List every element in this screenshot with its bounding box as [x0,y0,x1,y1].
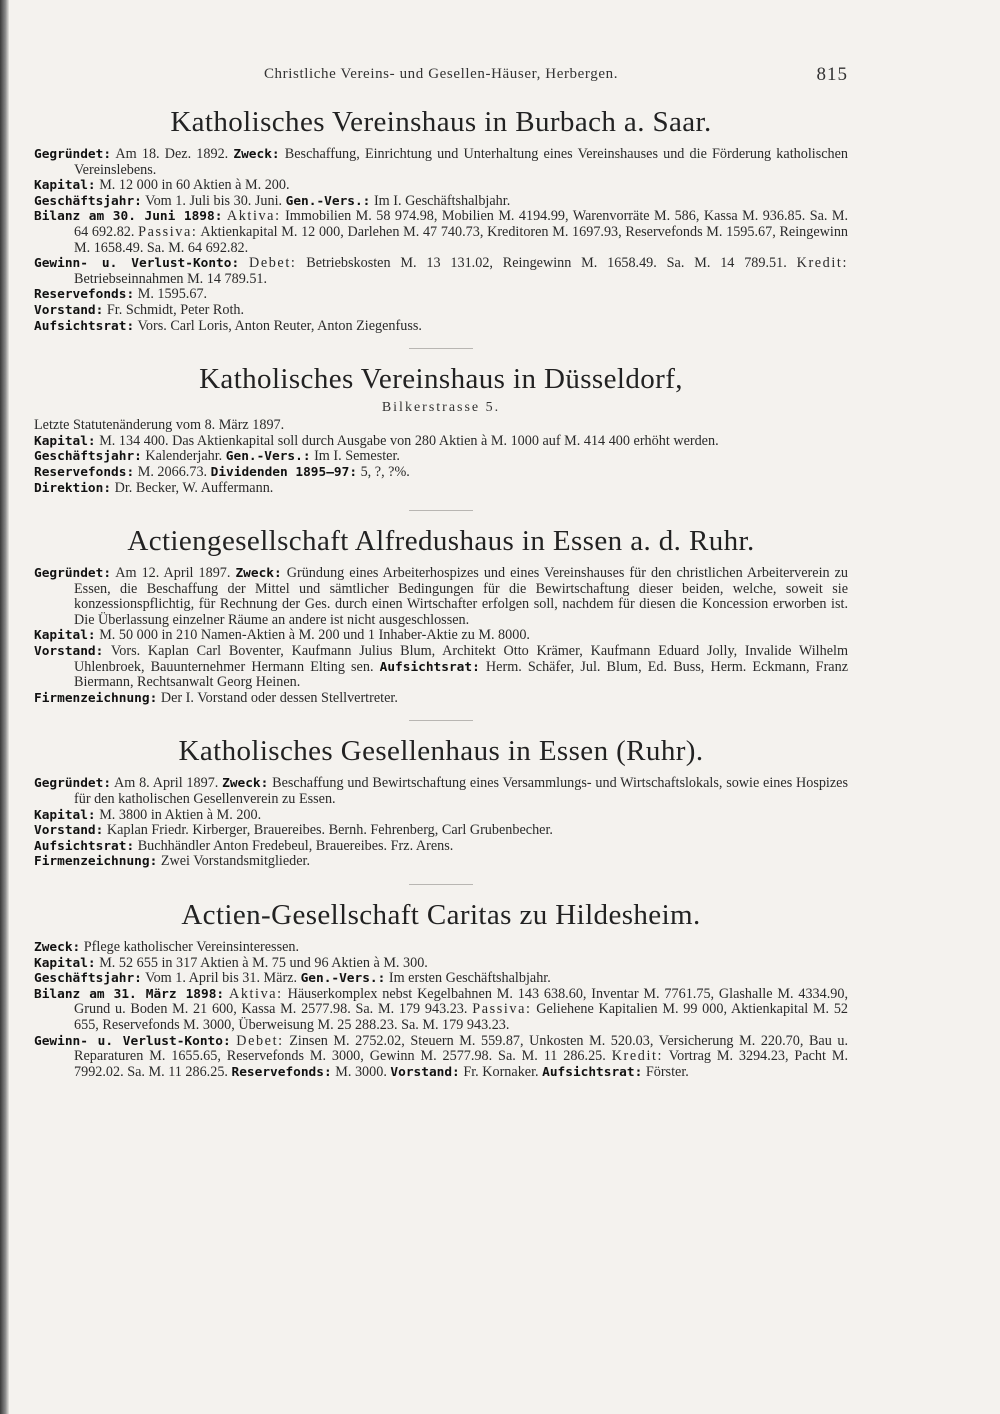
field-value: Fr. Schmidt, Peter Roth. [106,301,245,318]
entry-paragraph [34,971,848,987]
field-value: M. 50 000 in 210 Namen-Aktien à M. 200 und 1 Inhaber-Aktie zu M. 8000. [99,627,530,644]
field-value: Fr. Kornaker. [463,1063,539,1080]
field-label: Gen.-Vers.: [300,971,386,987]
entry-paragraph [34,434,848,450]
company-section [34,106,848,334]
running-head [34,62,848,92]
field-label: Geschäftsjahr: [34,449,142,465]
field-value: Betriebseinnahmen M. 14 789.51. [74,270,268,287]
field-label: Kapital: [34,628,96,644]
entry-paragraph [34,987,848,1034]
field-value: Buchhändler Anton Fredebeul, Brauereibes. Frz. Arens. [137,837,454,854]
field-label: Zweck: [233,147,280,162]
field-label: Dividenden 1895—97: [210,464,358,480]
entry-paragraph [34,209,848,256]
subfield-label: Aktiva: [226,208,281,225]
field-value: 5, ?, ?%. [360,463,410,480]
field-label: Firmenzeichnung: [34,690,158,706]
subfield-label: Debet: [249,255,297,272]
field-value: Im I. Semester. [314,448,400,465]
field-value: M. 134 400. Das Aktienkapital soll durch Ausgabe von 280 Aktien à M. 1000 auf M. 414 400 erhöht werden. [99,432,719,449]
field-value: Vom 1. Juli bis 30. Juni. [145,192,283,209]
field-value: Am 18. Dez. 1892. [115,146,229,162]
field-value: Am 8. April 1897. [114,775,219,792]
field-label: Gegründet: [34,566,112,582]
company-section [34,525,848,706]
entry-paragraph [34,147,848,178]
field-value: Geliehene Kapitalien M. 99 000, Aktienkapital M. 52 655, Reservefonds M. 3000, Überweisung M. 25 288.23. Sa. M. 179 943.23. [74,1001,849,1033]
scan-edge-shadow [0,0,9,1414]
field-value: M. 3800 in Aktien à M. 200. [99,806,262,823]
field-label: Gegründet: [34,776,112,792]
field-value: Vors. Carl Loris, Anton Reuter, Anton Ziegenfuss. [137,317,422,334]
document-page [34,62,848,1088]
entry-paragraph [34,691,848,707]
field-label: Gewinn- u. Verlust-Konto: [34,1033,231,1049]
field-label: Direktion: [34,480,112,496]
field-value: Vom 1. April bis 31. März. [145,970,298,987]
section-title: Katholisches Vereinshaus in Burbach a. Saar. [170,106,712,138]
field-label: Reservefonds: [34,464,135,480]
section-separator [409,348,473,349]
field-value: Kalenderjahr. [145,448,223,465]
field-value: Vors. Kaplan Carl Boventer, Kaufmann Julius Blum, Architekt Otto Krämer, Kaufmann Eduard Jolly, Invalide Wilhelm Uhlenbroek, Bauunternehmer Hermann Elting sen. [74,643,848,675]
field-label: Geschäftsjahr: [34,193,142,209]
field-label: Firmenzeichnung: [34,854,158,870]
section-title: Katholisches Gesellenhaus in Essen (Ruhr). [178,735,704,768]
field-value: M. 12 000 in 60 Aktien à M. 200. [99,177,290,194]
section-title: Actien-Gesellschaft Caritas zu Hildesheim. [181,899,701,931]
field-label: Gen.-Vers.: [225,449,311,465]
field-label: Gen.-Vers.: [285,193,371,209]
field-value: Förster. [645,1063,689,1080]
field-value: Zinsen M. 2752.02, Steuern M. 559.87, Unkosten M. 520.03, Versicherung M. 220.70, Bau u. Reparaturen M. 1655.65, Reservefonds M. 3000, Gewinn M. 2577.98. Sa. M. 11 286.25. [74,1032,849,1065]
field-value: Vortrag M. 3294.23, Pacht M. 7992.02. Sa. M. 11 286.25. [74,1048,848,1080]
subfield-label: Aktiva: [228,985,283,1002]
company-section [34,899,848,1080]
field-label: Vorstand: [34,823,104,839]
field-label: Aufsichtsrat: [379,659,480,675]
subfield-label: Kredit: [796,255,848,272]
field-label: Reservefonds: [231,1064,332,1080]
field-value: Der I. Vorstand oder dessen Stellvertreter. [160,689,398,706]
field-label: Aufsichtsrat: [34,838,135,854]
field-label: Zweck: [222,776,269,792]
entry-paragraph [34,178,848,194]
field-value: M. 3000. [335,1063,387,1080]
subfield-label: Passiva: [472,1001,532,1018]
field-label: Kapital: [34,178,96,194]
field-value: M. 2066.73. [137,463,208,480]
field-value: Gründung eines Arbeiterhospizes und eines Vereinshauses für den christlichen Arbeiterverein zu Essen, die Beschaffung der Mittel und sämtlicher Bedingungen für die Bewirtschaftung dieser beiden, welche, soweit sie konzessionspflichtig, für Rechnung der Ges. durch einen Wirtschafter erfolgen soll, nachdem für diesen die Koncession erworben ist. Die Überlassung einzelner Räume an andere ist nicht ausgeschlossen. [74,565,849,628]
entry-paragraph [34,823,848,839]
field-value: Pflege katholischer Vereinsinteressen. [83,939,300,955]
section-separator [409,720,473,721]
field-value: Beschaffung und Bewirtschaftung eines Versammlungs- und Wirtschaftslokals, sowie eines Hospizes für den katholischen Gesellenverein zu Essen. [74,775,848,808]
entry-paragraph [34,956,848,972]
field-value: Letzte Statutenänderung vom 8. März 1897. [34,417,285,434]
entry-paragraph [34,628,848,644]
field-label: Gewinn- u. Verlust-Konto: [34,256,240,272]
entry-paragraph [34,465,848,481]
page-number: 815 [816,64,848,85]
company-section [34,735,848,870]
section-address: Bilkerstrasse 5. [381,400,501,416]
field-label: Bilanz am 30. Juni 1898: [34,209,223,225]
page-content [34,106,848,1080]
field-value: Dr. Becker, W. Auffermann. [114,479,274,496]
field-value: Beschaffung, Einrichtung und Unterhaltung eines Vereinshauses und die Förderung katholischen Vereinslebens. [74,146,849,178]
field-value: Zwei Vorstandsmitglieder. [160,853,311,870]
field-label: Zweck: [34,940,81,955]
entry-paragraph [34,854,848,870]
entry-paragraph [34,303,848,319]
field-label: Kapital: [34,433,96,449]
field-value: Betriebskosten M. 13 131.02, Reingewinn M. 1658.49. Sa. M. 14 789.51. [306,255,787,272]
field-label: Geschäftsjahr: [34,971,142,987]
running-head-title: Christliche Vereins- und Gesellen-Häuser, Herbergen. [263,66,619,82]
entry-paragraph [34,287,848,303]
field-label: Gegründet: [34,147,112,162]
field-label: Reservefonds: [34,287,135,303]
field-label: Aufsichtsrat: [34,318,135,334]
field-label: Aufsichtsrat: [542,1064,643,1080]
company-section [34,363,848,496]
entry-paragraph [34,319,848,335]
field-value: M. 1595.67. [137,286,208,303]
field-label: Bilanz am 31. März 1898: [34,986,225,1002]
entry-paragraph [34,566,848,628]
entry-paragraph [34,418,848,434]
field-value: Aktienkapital M. 12 000, Darlehen M. 47 740.73, Kreditoren M. 1697.93, Reservefonds M. 1595.67, Reingewinn M. 1658.49. Sa. M. 64 692.82. [74,223,849,256]
entry-paragraph [34,839,848,855]
field-value: Herm. Schäfer, Jul. Blum, Ed. Buss, Herm. Eckmann, Franz Biermann, Rechtsanwalt Georg Heinen. [74,658,848,691]
field-value: Im ersten Geschäftshalbjahr. [388,970,551,987]
subfield-label: Kredit: [611,1048,664,1065]
subfield-label: Debet: [236,1032,284,1049]
field-value: Häuserkomplex nebst Kegelbahnen M. 143 638.60, Inventar M. 7761.75, Glashalle M. 4334.90, Grund u. Boden M. 21 600, Kassa M. 2577.98. Sa. M. 179 943.23. [74,985,849,1018]
entry-paragraph [34,644,848,691]
entry-paragraph [34,194,848,210]
field-value: Am 12. April 1897. [115,565,231,582]
field-value: Im I. Geschäftshalbjahr. [373,192,511,209]
entry-paragraph [34,940,848,956]
field-label: Vorstand: [390,1064,460,1080]
entry-paragraph [34,481,848,497]
field-value: M. 52 655 in 317 Aktien à M. 75 und 96 Aktien à M. 300. [99,954,428,971]
field-label: Kapital: [34,807,96,823]
section-separator [409,510,473,511]
section-separator [409,884,473,885]
field-label: Vorstand: [34,644,104,660]
entry-paragraph [34,256,848,287]
entry-paragraph [34,776,848,807]
subfield-label: Passiva: [138,223,198,240]
field-label: Zweck: [235,566,282,582]
entry-paragraph [34,449,848,465]
section-title: Actiengesellschaft Alfredushaus in Essen a. d. Ruhr. [127,525,755,558]
entry-paragraph [34,808,848,824]
entry-paragraph [34,1034,848,1081]
field-label: Kapital: [34,955,96,971]
field-label: Vorstand: [34,302,104,318]
field-value: Immobilien M. 58 974.98, Mobilien M. 4194.99, Warenvorräte M. 586, Kassa M. 936.85. Sa. M. 64 692.82. [74,208,849,240]
field-value: Kaplan Friedr. Kirberger, Brauereibes. Bernh. Fehrenberg, Carl Grubenbecher. [106,822,553,839]
section-title: Katholisches Vereinshaus in Düsseldorf, [199,363,683,396]
